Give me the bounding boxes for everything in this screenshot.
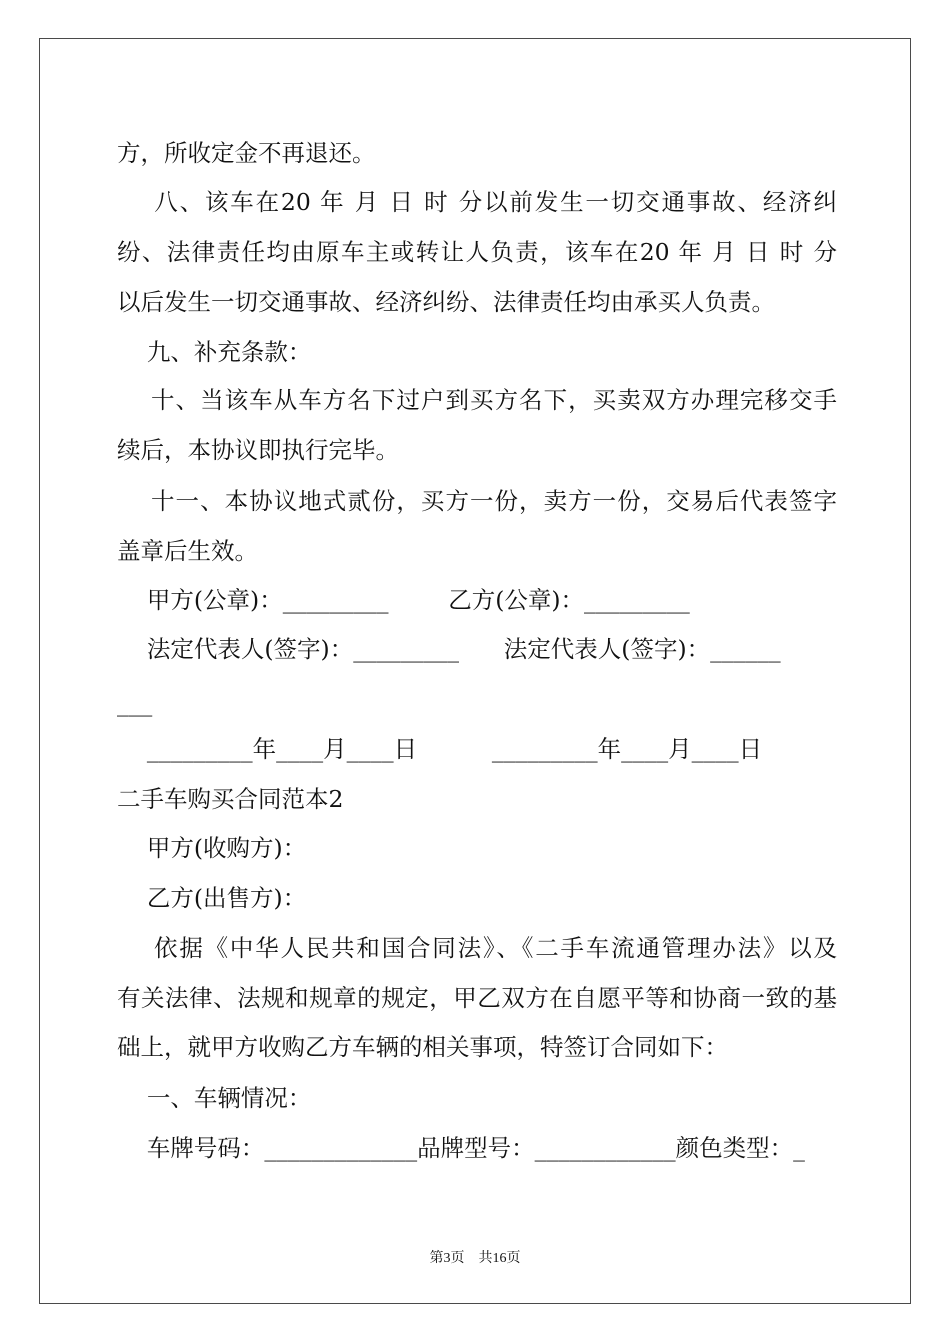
text-line: 依据《中华人民共和国合同法》、《二手车流通管理办法》以及	[117, 934, 837, 962]
signature-line: 法定代表人(签字)：_________ 法定代表人(签字)：______	[117, 635, 781, 663]
text-line: 有关法律、法规和规章的规定，甲乙双方在自愿平等和协商一致的基	[117, 984, 837, 1012]
text-line: 础上，就甲方收购乙方车辆的相关事项，特签订合同如下：	[117, 1033, 728, 1061]
page-number: 第3页 共16页	[429, 1251, 521, 1266]
text-line: 甲方(收购方)：	[117, 834, 307, 862]
text-line: 十、当该车从车方名下过户到买方名下，买卖双方办理完移交手	[117, 386, 837, 414]
text-line: 纷、法律责任均由原车主或转让人负责，该车在20 年 月 日 时 分	[117, 238, 837, 266]
text-line: 八、该车在20 年 月 日 时 分以前发生一切交通事故、经济纠	[117, 188, 837, 216]
text-line: 方，所收定金不再退还。	[117, 139, 376, 167]
text-line: 盖章后生效。	[117, 537, 258, 565]
text-line: 九、补充条款：	[117, 338, 312, 366]
page-border	[39, 38, 911, 1304]
text-line: 乙方(出售方)：	[117, 884, 307, 912]
text-line: 十一、本协议地式贰份，买方一份，卖方一份，交易后代表签字	[117, 487, 837, 515]
text-line: ___	[117, 689, 153, 717]
text-line: 一、车辆情况：	[117, 1084, 312, 1112]
text-line: 续后，本协议即执行完毕。	[117, 436, 399, 464]
date-line: _________年____月____日 _________年____月____日	[117, 735, 763, 763]
text-line: 车牌号码：_____________品牌型号：____________颜色类型：_	[117, 1134, 805, 1162]
section-title: 二手车购买合同范本2	[117, 785, 344, 813]
text-line: 以后发生一切交通事故、经济纠纷、法律责任均由承买人负责。	[117, 288, 775, 316]
signature-line: 甲方(公章)：_________ 乙方(公章)：_________	[117, 586, 690, 614]
